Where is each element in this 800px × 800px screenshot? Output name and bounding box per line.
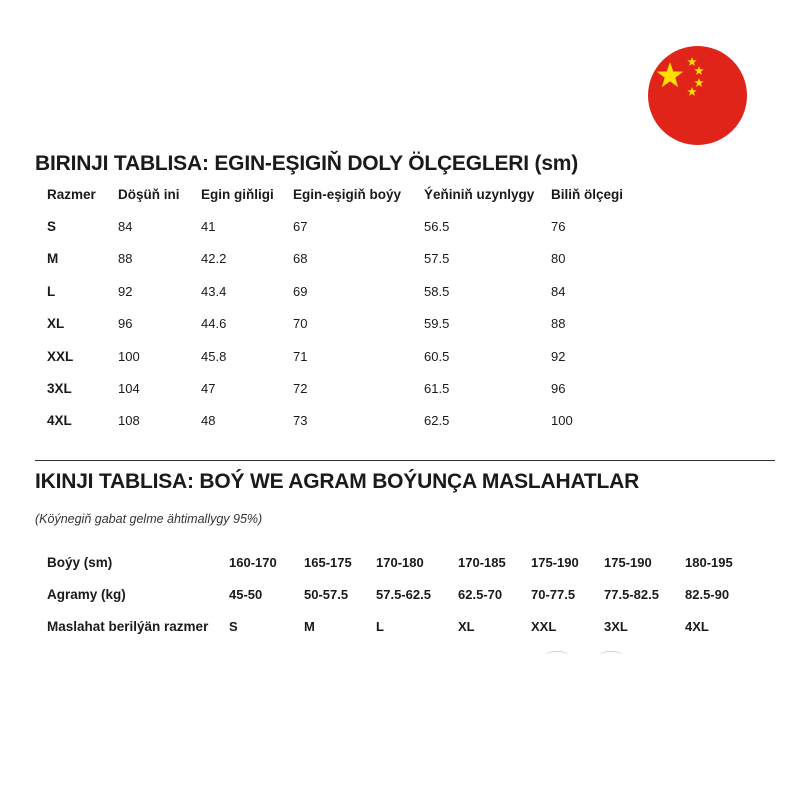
table1-size-cell: XXL bbox=[47, 349, 74, 364]
table2-value-cell: 50-57.5 bbox=[304, 587, 349, 602]
table2-value-cell: 175-190 bbox=[604, 555, 652, 570]
table1-value-cell: 48 bbox=[201, 413, 216, 428]
table1-value-cell: 43.4 bbox=[201, 284, 227, 299]
table1-value-cell: 104 bbox=[118, 381, 140, 396]
table2-value-cell: 170-180 bbox=[376, 555, 424, 570]
table1-value-cell: 73 bbox=[293, 413, 308, 428]
table1-value-cell: 100 bbox=[118, 349, 140, 364]
table1-value-cell: 61.5 bbox=[424, 381, 450, 396]
table1-size-cell: M bbox=[47, 251, 59, 266]
table1-value-cell: 92 bbox=[118, 284, 133, 299]
table1-size-cell: 3XL bbox=[47, 381, 72, 396]
table1-value-cell: 88 bbox=[118, 251, 133, 266]
table1-value-cell: 59.5 bbox=[424, 316, 450, 331]
table1-value-cell: 68 bbox=[293, 251, 308, 266]
table1-size-cell: XL bbox=[47, 316, 65, 331]
faint-mark bbox=[546, 651, 568, 658]
flag-star-large bbox=[657, 62, 684, 87]
table1-value-cell: 88 bbox=[551, 316, 566, 331]
table2-row-label: Agramy (kg) bbox=[47, 587, 126, 602]
table1-header-cell: Ýeňiniň uzynlygy bbox=[424, 187, 535, 202]
table2-title: IKINJI TABLISA: BOÝ WE AGRAM BOÝUNÇA MASLAHATLAR bbox=[35, 470, 640, 493]
table1-header-cell: Döşüň ini bbox=[118, 187, 180, 202]
flag-star-small-1 bbox=[687, 57, 696, 66]
table1-size-cell: S bbox=[47, 219, 57, 234]
table1-value-cell: 69 bbox=[293, 284, 308, 299]
table1-value-cell: 96 bbox=[118, 316, 133, 331]
table1-header-cell: Razmer bbox=[47, 187, 96, 202]
table1-header-cell: Biliň ölçegi bbox=[551, 187, 624, 202]
table1-value-cell: 76 bbox=[551, 219, 566, 234]
table1-value-cell: 67 bbox=[293, 219, 308, 234]
table2-row-label: Maslahat berilýän razmer bbox=[47, 619, 209, 634]
table1-value-cell: 71 bbox=[293, 349, 308, 364]
table1-header-cell: Egin giňligi bbox=[201, 187, 274, 202]
table1-header-cell: Egin-eşigiň boýy bbox=[293, 187, 402, 202]
table1-value-cell: 62.5 bbox=[424, 413, 450, 428]
table2-value-cell: 57.5-62.5 bbox=[376, 587, 431, 602]
table2-value-cell: 3XL bbox=[604, 619, 628, 634]
section-divider bbox=[35, 460, 775, 461]
flag-star-small-2 bbox=[694, 66, 703, 75]
table1-value-cell: 42.2 bbox=[201, 251, 227, 266]
table2-value-cell: 4XL bbox=[685, 619, 709, 634]
table2-value-cell: 165-175 bbox=[304, 555, 352, 570]
table2-value-cell: 160-170 bbox=[229, 555, 277, 570]
table1-value-cell: 41 bbox=[201, 219, 216, 234]
table1-value-cell: 60.5 bbox=[424, 349, 450, 364]
table2-row-label: Boýy (sm) bbox=[47, 555, 113, 570]
table2-value-cell: XL bbox=[458, 619, 475, 634]
flag-star-small-3 bbox=[694, 78, 703, 87]
table2-value-cell: S bbox=[229, 619, 238, 634]
table2-value-cell: 180-195 bbox=[685, 555, 733, 570]
table1-size-cell: L bbox=[47, 284, 56, 299]
table2-value-cell: 62.5-70 bbox=[458, 587, 503, 602]
fit-probability-note: (Köýnegiň gabat gelme ähtimallygy 95%) bbox=[35, 512, 263, 526]
table1-value-cell: 58.5 bbox=[424, 284, 450, 299]
faint-mark bbox=[600, 651, 622, 658]
table2-value-cell: 82.5-90 bbox=[685, 587, 730, 602]
table1-value-cell: 92 bbox=[551, 349, 566, 364]
table1-size-cell: 4XL bbox=[47, 413, 72, 428]
table1-value-cell: 100 bbox=[551, 413, 573, 428]
table1-value-cell: 45.8 bbox=[201, 349, 227, 364]
table1-value-cell: 72 bbox=[293, 381, 308, 396]
table2-value-cell: L bbox=[376, 619, 384, 634]
table1-value-cell: 70 bbox=[293, 316, 308, 331]
table1-value-cell: 80 bbox=[551, 251, 566, 266]
table2-value-cell: XXL bbox=[531, 619, 557, 634]
table1-value-cell: 96 bbox=[551, 381, 566, 396]
table1-value-cell: 44.6 bbox=[201, 316, 227, 331]
table1-value-cell: 84 bbox=[551, 284, 566, 299]
table1-value-cell: 47 bbox=[201, 381, 216, 396]
flag-star-small-4 bbox=[687, 87, 696, 96]
china-flag-icon bbox=[648, 46, 747, 145]
table1-value-cell: 56.5 bbox=[424, 219, 450, 234]
table2-value-cell: 45-50 bbox=[229, 587, 263, 602]
table2-value-cell: 170-185 bbox=[458, 555, 506, 570]
table2-value-cell: 70-77.5 bbox=[531, 587, 576, 602]
table1-value-cell: 57.5 bbox=[424, 251, 450, 266]
table2-value-cell: 175-190 bbox=[531, 555, 579, 570]
table1-value-cell: 84 bbox=[118, 219, 133, 234]
table1-title: BIRINJI TABLISA: EGIN-EŞIGIŇ DOLY ÖLÇEGLERI (sm) bbox=[35, 152, 579, 175]
table2-value-cell: 77.5-82.5 bbox=[604, 587, 659, 602]
table1-value-cell: 108 bbox=[118, 413, 140, 428]
table2-value-cell: M bbox=[304, 619, 315, 634]
